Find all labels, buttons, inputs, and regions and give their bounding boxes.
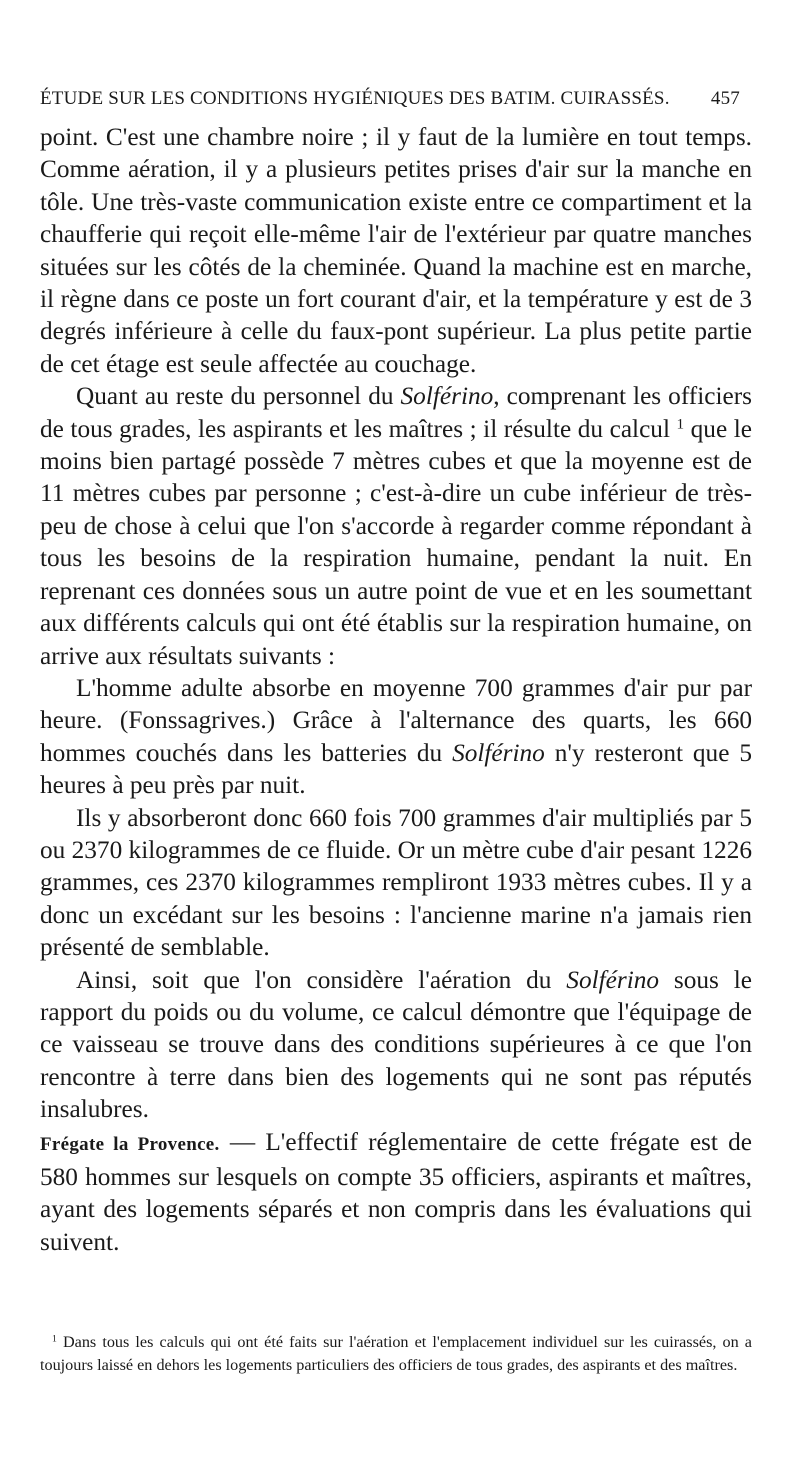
running-title: ÉTUDE SUR LES CONDITIONS HYGIÉNIQUES DES BATIM. CUIRASSÉS. [40, 88, 670, 109]
main-text [40, 121, 752, 1258]
ship-name: Solférino [400, 382, 494, 411]
text-run: L'homme adulte absorbe en moyenne 700 grammes d'air pur par heure. (Fonssagrives.) Grâce à l'alternance des quarts, les 660 hommes couchés dans les batteries du [40, 673, 752, 767]
text-run: Ils y absorberont donc 660 fois 700 grammes d'air multipliés par 5 ou 2370 kilogrammes de ce fluide. Or un mètre cube d'air pesant 1226 grammes, ces 2370 kilogrammes rempliront 1933 mètres cubes. Il y a donc un excédant sur les besoins : l'ancienne marine n'a jamais rien présenté de semblable. [40, 803, 752, 962]
running-header [40, 88, 740, 110]
text-run: point. C'est une chambre noire ; il y faut de la lumière en tout temps. Comme aération, il y a plusieurs petites prises d'air sur la manche en tôle. Une très-vaste communication existe entre ce compartiment et la chaufferie qui reçoit elle-même l'air de l'extérieur par quatre manches situées sur les côtés de la cheminée. Quand la machine est en marche, il règne dans ce poste un fort courant d'air, et la température y est de 3 degrés inférieure à celle du faux-pont supérieur. La plus petite partie de cet étage est seule affectée au couchage. [40, 123, 752, 378]
footnote-text: Dans tous les calculs qui ont été faits sur l'aération et l'emplacement individuel sur les cuirassés, on a toujours laissé en dehors les logements particuliers des officiers de tous grades, des aspirants et des maîtres. [40, 1333, 752, 1374]
body-paragraph [40, 1126, 752, 1259]
text-run: , comprenant les officiers de tous grades, les aspirants et les maîtres ; il résulte du calcul [40, 382, 752, 443]
body-paragraph [40, 964, 752, 1126]
body-paragraph [40, 672, 752, 802]
page-number: 457 [710, 88, 740, 109]
section-heading: Frégate la Provence. [40, 1133, 220, 1155]
text-run: que le moins bien partagé possède 7 mètres cubes et que la moyenne est de 11 mètres cubes par personne ; c'est-à-dire un cube inférieur de très-peu de chose à celui que l'on s'accorde à regarder comme répondant à tous les besoins de la respiration humaine, pendant la nuit. En reprenant ces données sous un autre point de vue et en les soumettant aux différents calculs qui ont été établis sur la respiration humaine, on arrive aux résultats suivants : [40, 414, 752, 670]
text-run: Ainsi, soit que l'on considère l'aération du [76, 965, 567, 994]
text-run: — L'effectif réglementaire de cette frégate est de 580 hommes sur lesquels on compte 35 officiers, aspirants et maîtres, ayant des logements séparés et non compris dans les évaluations qui suivent. [40, 1127, 753, 1256]
footnote-marker: 1 [52, 1333, 57, 1345]
body-paragraph [40, 121, 752, 380]
footnote-paragraph [40, 1331, 752, 1377]
footnote-reference: 1 [676, 415, 685, 433]
text-run: sous le rapport du poids ou du volume, ce calcul démontre que l'équipage de ce vaisseau se trouve dans des conditions supérieures à ce que l'on rencontre à terre dans bien des logements qui ne sont pas réputés insalubres. [40, 965, 752, 1124]
text-run: n'y resteront que 5 heures à peu près par nuit. [40, 738, 752, 800]
ship-name: Solférino [452, 738, 545, 767]
body-paragraph [40, 802, 752, 964]
ship-name: Solférino [566, 965, 660, 994]
text-run: Quant au reste du personnel du [76, 382, 401, 411]
footnote [40, 1331, 752, 1377]
body-paragraph [40, 380, 752, 672]
